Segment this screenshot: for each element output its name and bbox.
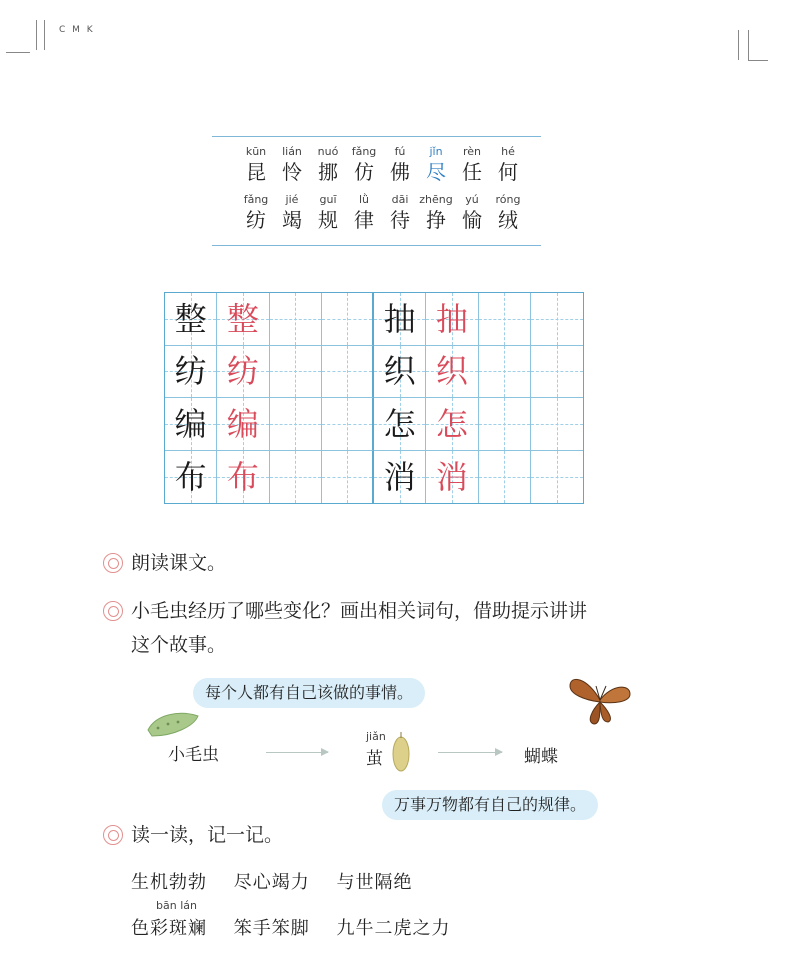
model-char: 整 [174,299,207,338]
grid-cell-model [165,346,217,399]
idiom: 笨手笨脚 [233,918,310,939]
word-row-1 [238,145,526,185]
idiom: 生机勃勃 [131,872,207,893]
pinyin: lián [282,145,302,158]
grid-cell-trace [217,346,269,399]
grid-cell-model [165,293,217,346]
word-cell [454,193,490,233]
exercise-text: 朗读课文。 [131,552,227,574]
grid-cell-model [374,398,426,451]
exercise-text: 读一读，记一记。 [131,824,284,846]
grid-cell-blank[interactable] [531,398,583,451]
writing-grid [164,292,584,504]
hanzi: 仿 [354,160,374,184]
grid-cell-model [165,451,217,504]
exercise-bullet-icon [103,553,123,573]
grid-cell-blank[interactable] [531,451,583,504]
pinyin: guī [319,193,337,206]
exercise-text-line: 小毛虫经历了哪些变化？画出相关词句，借助提示讲讲 [131,600,588,622]
pinyin: róng [495,193,521,206]
grid-cell-trace [426,293,478,346]
hanzi: 纺 [246,208,266,232]
pinyin: fú [394,145,406,158]
hanzi: 任 [462,160,482,184]
trace-char: 抽 [435,299,468,338]
crop-mark [44,20,45,50]
pinyin: jiǎn [366,730,386,743]
pinyin: hé [501,145,515,158]
idiom-line-1 [131,868,432,894]
hanzi: 怜 [282,160,302,184]
crop-mark [36,20,37,50]
grid-cell-model [374,346,426,399]
crop-mark [748,30,749,60]
word-cell [418,193,454,233]
exercise-1 [103,546,226,580]
hanzi: 挣 [426,208,446,232]
model-char: 编 [174,404,207,443]
grid-cell-trace [217,293,269,346]
word-cell [490,193,526,233]
word-cell [238,193,274,233]
pinyin: jǐn [429,145,443,158]
print-marks: C M K [59,25,95,35]
crop-mark [748,60,768,61]
word-cell [274,193,310,233]
model-char: 纺 [174,352,207,391]
hanzi: 尽 [426,160,446,184]
hint-bubble-top: 每个人都有自己该做的事情。 [193,678,425,708]
exercise-text-line: 这个故事。 [131,634,227,656]
grid-cell-trace [426,451,478,504]
cocoon-icon [390,730,412,774]
grid-cell-blank[interactable] [270,398,322,451]
crop-mark [6,52,30,53]
grid-cell-model [374,293,426,346]
word-cell [310,145,346,185]
pinyin: fǎng [351,145,377,158]
word-row-2 [238,193,526,233]
trace-char: 整 [226,299,259,338]
word-cell [274,145,310,185]
crop-mark [738,30,739,60]
exercise-2 [103,594,587,662]
grid-cell-blank[interactable] [479,398,531,451]
pinyin: dāi [391,193,409,206]
arrow-icon [266,752,328,753]
grid-cell-trace [426,398,478,451]
idiom: 与世隔绝 [336,872,413,893]
grid-cell-blank[interactable] [479,346,531,399]
exercise-bullet-icon [103,601,123,621]
hanzi: 绒 [498,208,518,232]
model-char: 怎 [383,404,416,443]
hanzi: 待 [390,208,410,232]
model-char: 消 [383,457,416,496]
grid-cell-blank[interactable] [270,346,322,399]
grid-cell-blank[interactable] [322,451,374,504]
stage-caterpillar: 小毛虫 [168,745,219,765]
word-cell [310,193,346,233]
word-cell [382,145,418,185]
grid-cell-blank[interactable] [270,293,322,346]
grid-cell-blank[interactable] [479,451,531,504]
stage-cocoon: 茧 [366,749,383,769]
pinyin: fǎng [243,193,269,206]
pinyin: rèn [462,145,482,158]
hanzi: 规 [318,208,338,232]
grid-cell-trace [217,398,269,451]
pinyin: lǜ [358,193,370,206]
word-cell [382,193,418,233]
hanzi: 竭 [282,208,302,232]
butterfly-icon [566,674,634,728]
grid-cell-blank[interactable] [322,293,374,346]
model-char: 布 [174,457,207,496]
word-cell [418,145,454,185]
hanzi: 昆 [246,160,266,184]
grid-cell-blank[interactable] [322,346,374,399]
trace-char: 怎 [435,404,468,443]
model-char: 织 [383,352,416,391]
trace-char: 布 [226,457,259,496]
pinyin: zhēng [419,193,453,206]
word-cell [346,145,382,185]
idiom: 尽心竭力 [233,872,310,893]
grid-cell-blank[interactable] [270,451,322,504]
exercise-text [131,594,587,662]
idiom-line-2 [131,914,470,940]
grid-cell-blank[interactable] [479,293,531,346]
hanzi: 佛 [390,160,410,184]
grid-cell-trace [217,451,269,504]
trace-char: 织 [435,352,468,391]
exercise-bullet-icon [103,825,123,845]
hanzi: 挪 [318,160,338,184]
model-char: 抽 [383,299,416,338]
pinyin: bān lán [156,899,197,912]
word-cell [454,145,490,185]
grid-cell-blank[interactable] [531,293,583,346]
exercise-3 [103,818,283,852]
grid-cell-model [165,398,217,451]
grid-cell-trace [426,346,478,399]
word-cell [490,145,526,185]
grid-cell-blank[interactable] [322,398,374,451]
grid-cell-model [374,451,426,504]
pinyin: nuó [317,145,339,158]
hanzi: 律 [354,208,374,232]
arrow-icon [438,752,502,753]
caterpillar-icon [144,708,202,738]
trace-char: 消 [435,457,468,496]
idiom: 色彩斑斓 [131,918,207,939]
word-cell [346,193,382,233]
hanzi: 何 [498,160,518,184]
stage-butterfly: 蝴蝶 [524,747,558,767]
trace-char: 纺 [226,352,259,391]
word-cell [238,145,274,185]
pinyin: kūn [245,145,267,158]
new-words-box [212,136,541,246]
hanzi: 愉 [462,208,482,232]
trace-char: 编 [226,404,259,443]
pinyin: yú [465,193,479,206]
idiom: 九牛二虎之力 [336,918,451,939]
grid-cell-blank[interactable] [531,346,583,399]
pinyin: jié [285,193,299,206]
hint-bubble-bottom: 万事万物都有自己的规律。 [382,790,598,820]
